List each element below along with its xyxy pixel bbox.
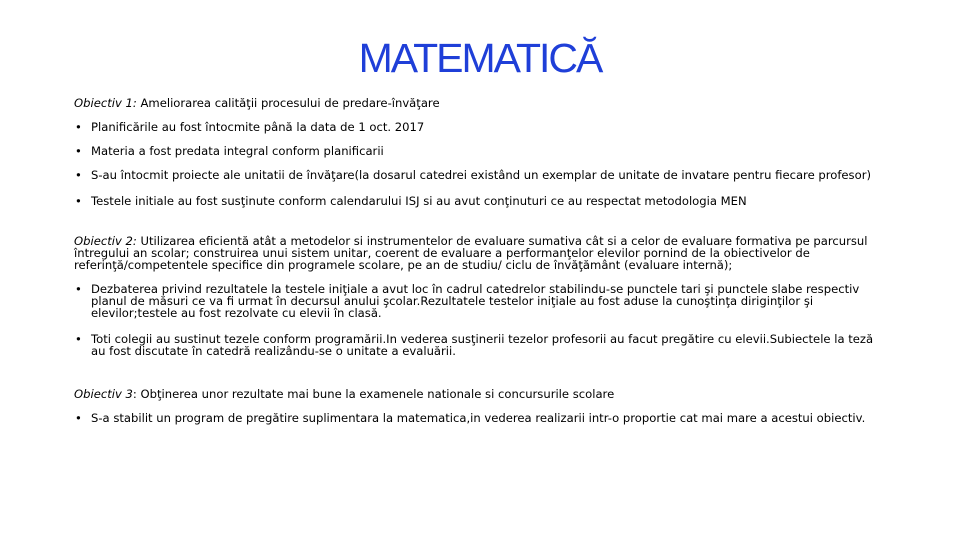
- objective-3: [74, 388, 886, 400]
- bullet-icon: •: [75, 120, 82, 134]
- objective-3-label: Obiectiv 3: [74, 387, 133, 401]
- list-item: [74, 121, 886, 133]
- list-item-text: Toti colegii au sustinut tezele conform programării.In vederea susţinerii tezelor profesorii au facut pregătire cu elevii.Subiectele la teză au fost discutate în catedră realizându-se o unitate a evaluării.: [91, 332, 874, 358]
- list-item: [74, 169, 886, 181]
- objective-2-label: Obiectiv 2:: [74, 234, 137, 248]
- list-item: [74, 412, 886, 424]
- objective-1-bullets: [74, 121, 886, 207]
- list-item: [74, 333, 886, 357]
- slide-content: [74, 97, 886, 424]
- objective-1: [74, 97, 886, 109]
- objective-2: [74, 235, 886, 271]
- objective-3-bullets: [74, 412, 886, 424]
- objective-1-text: Ameliorarea calităţii procesului de predare-învăţare: [136, 96, 440, 110]
- bullet-icon: •: [75, 168, 82, 182]
- bullet-icon: •: [75, 411, 82, 425]
- bullet-icon: •: [75, 194, 82, 208]
- list-item-text: Materia a fost predata integral conform planificarii: [91, 144, 384, 158]
- list-item-text: Testele initiale au fost susţinute conform calendarului ISJ si au avut conţinuturi ce au respectat metodologia MEN: [91, 194, 747, 208]
- list-item-text: S-au întocmit proiecte ale unitatii de învăţare(la dosarul catedrei existând un exemplar de unitate de invatare pentru fiecare profesor): [91, 168, 871, 182]
- list-item: [74, 195, 886, 207]
- bullet-icon: •: [75, 332, 82, 346]
- slide-title: MATEMATICĂ: [358, 35, 602, 81]
- list-item-text: Dezbaterea privind rezultatele la testele iniţiale a avut loc în cadrul catedrelor stabilindu-se punctele tari şi punctele slabe respectiv planul de măsuri ce va fi urmat în decursul anului şcolar.Rezultatele testelor iniţiale au fost aduse la cunoştinţa diriginţilor şi elevilor;testele au fost rezolvate cu elevii în clasă.: [91, 282, 860, 320]
- objective-1-label: Obiectiv 1:: [74, 96, 137, 110]
- objective-3-text: : Obţinerea unor rezultate mai bune la examenele nationale si concursurile scolare: [132, 387, 615, 401]
- list-item: [74, 283, 886, 319]
- objective-2-text: Utilizarea eficientă atât a metodelor si instrumentelor de evaluare sumativa cât si a celor de evaluare formativa pe parcursul întregului an scolar; construirea unui sistem unitar, coerent de evaluare a performanţelor elevilor pornind de la obiectivelor de referinţă/competentele specifice din programele scolare, pe an de studiu/ ciclu de învăţământ (evaluare internă);: [74, 234, 868, 272]
- list-item-text: S-a stabilit un program de pregătire suplimentara la matematica,in vederea realizarii intr-o proportie cat mai mare a acestui obiectiv.: [91, 411, 866, 425]
- list-item: [74, 145, 886, 157]
- objective-2-bullets: [74, 283, 886, 357]
- bullet-icon: •: [75, 144, 82, 158]
- bullet-icon: •: [75, 282, 82, 296]
- list-item-text: Planificările au fost întocmite până la data de 1 oct. 2017: [91, 120, 425, 134]
